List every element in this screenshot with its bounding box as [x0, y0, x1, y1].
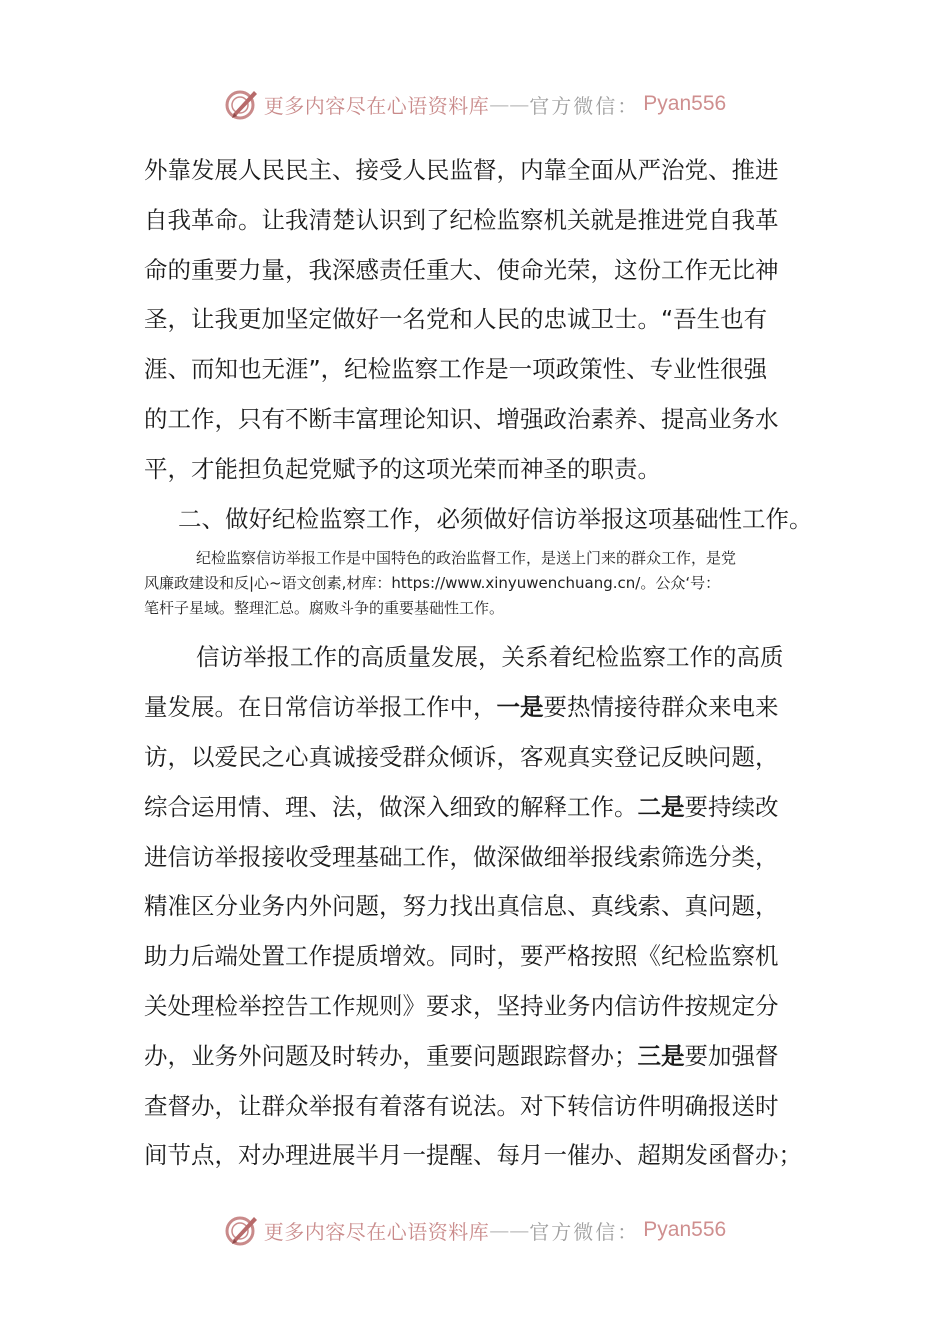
text-line: [144, 683, 804, 733]
text-line: 信访举报工作的高质量发展，关系着纪检监察工作的高质: [196, 643, 784, 672]
text-line: 的工作，只有不断丰富理论知识、增强政治素养、提高业务水: [144, 404, 779, 433]
inserted-note-line: 笔杆子星域。整理汇总。腐败斗争的重要基础性工作。: [144, 599, 505, 618]
document-body: [144, 146, 813, 1181]
inserted-note: [144, 546, 804, 621]
bold-marker: 一是: [496, 693, 544, 722]
text-span: 要持续改: [684, 792, 779, 821]
text-line: 访，以爱民之心真诚接受群众倾诉，客观真实登记反映问题，: [144, 742, 779, 771]
inserted-note-line: 风廉政建设和反|心~语文创素,材库：https://www.xinyuwenchuang.cn/。公众‘号：: [144, 574, 721, 593]
banner-wechat-id: Pyan556: [643, 1218, 727, 1241]
text-line: 命的重要力量，我深感责任重大、使命光荣，这份工作无比神: [144, 255, 779, 284]
text-line: 圣，让我更加坚定做好一名党和人民的忠诚卫士。“吾生也有: [144, 305, 768, 334]
banner-wechat-label: 官方微信：: [529, 93, 640, 118]
bold-marker: 三是: [637, 1041, 685, 1070]
bold-marker: 二是: [637, 792, 685, 821]
text-span: 办，业务外问题及时转办，重要问题跟踪督办；: [144, 1041, 638, 1070]
banner-slogan: 更多内容尽在心语资料库: [263, 1219, 490, 1244]
pen-quill-logo-icon: [224, 1212, 260, 1248]
footer-banner: [0, 1210, 950, 1250]
text-line: 关处理检举控告工作规则》要求，坚持业务内信访件按规定分: [144, 991, 779, 1020]
text-line: [144, 1032, 804, 1082]
text-span: 量发展。在日常信访举报工作中，: [144, 693, 497, 722]
text-line: 进信访举报接收受理基础工作，做深做细举报线索筛选分类，: [144, 842, 779, 871]
inserted-note-line: 纪检监察信访举报工作是中国特色的政治监督工作，是送上门来的群众工作，是党: [196, 549, 737, 568]
text-span: 要加强督: [684, 1041, 779, 1070]
text-line: 平，才能担负起党赋予的这项光荣而神圣的职责。: [144, 454, 661, 483]
text-line: 自我革命。让我清楚认识到了纪检监察机关就是推进党自我革: [144, 205, 779, 234]
banner-dash: ——: [489, 92, 530, 116]
text-line: 间节点，对办理进展半月一提醒、每月一催办、超期发函督办；: [144, 1141, 802, 1170]
banner-slogan: 更多内容尽在心语资料库: [263, 93, 490, 118]
text-span: 要热情接待群众来电来: [543, 693, 779, 722]
text-span: 综合运用情、理、法，做深入细致的解释工作。: [144, 792, 638, 821]
text-line: [144, 783, 804, 833]
text-line: 精准区分业务内外问题，努力找出真信息、真线索、真问题，: [144, 892, 779, 921]
banner-wechat-label: 官方微信：: [529, 1219, 640, 1244]
section-heading: 二、做好纪检监察工作，必须做好信访举报这项基础性工作。: [178, 504, 813, 533]
banner-dash: ——: [489, 1218, 530, 1242]
header-banner: [0, 84, 950, 124]
text-line: 涯、而知也无涯”，纪检监察工作是一项政策性、专业性很强: [144, 355, 768, 384]
text-line: 助力后端处置工作提质增效。同时，要严格按照《纪检监察机: [144, 942, 779, 971]
text-line: 查督办，让群众举报有着落有说法。对下转信访件明确报送时: [144, 1091, 779, 1120]
text-line: 外靠发展人民民主、接受人民监督，内靠全面从严治党、推进: [144, 156, 779, 184]
banner-wechat-id: Pyan556: [643, 92, 727, 115]
pen-quill-logo-icon: [224, 86, 260, 122]
